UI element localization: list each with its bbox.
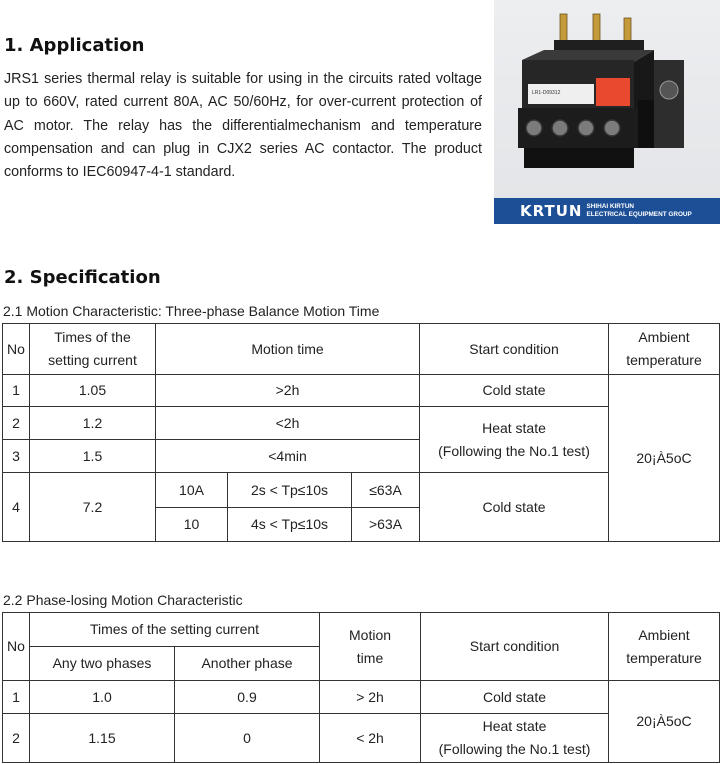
row-motion: <2h	[156, 407, 420, 440]
sub-range: 2s < Tp≤10s	[228, 473, 352, 508]
header-ambient: Ambient temperature	[609, 613, 720, 681]
header-any-two-phases: Any two phases	[30, 647, 175, 681]
header-start-condition: Start condition	[421, 613, 609, 681]
row-another: 0	[175, 714, 320, 763]
row-no: 2	[3, 407, 30, 440]
sub-range: 4s < Tp≤10s	[228, 508, 352, 542]
row-motion: <4min	[156, 440, 420, 473]
row-no: 4	[3, 473, 30, 542]
specification-heading: 2. Specification	[4, 267, 161, 288]
row-start: Heat state (Following the No.1 test)	[421, 714, 609, 763]
row-no: 1	[3, 681, 30, 714]
row-times: 1.5	[30, 440, 156, 473]
row-motion: >2h	[156, 375, 420, 407]
table-row	[3, 681, 720, 714]
row-motion: > 2h	[320, 681, 421, 714]
table-header-row	[3, 613, 720, 647]
header-start-condition: Start condition	[420, 324, 609, 375]
thermal-relay-illustration	[494, 0, 720, 200]
header-motion-time: Motion time	[320, 613, 421, 681]
sub-current: 10A	[156, 473, 228, 508]
row-motion: < 2h	[320, 714, 421, 763]
sub-rating: >63A	[352, 508, 420, 542]
row-any-two: 1.15	[30, 714, 175, 763]
header-motion-time: Motion time	[156, 324, 420, 375]
row-any-two: 1.0	[30, 681, 175, 714]
brand-logo: KRTUN	[520, 202, 583, 220]
application-heading: 1. Application	[4, 35, 145, 56]
header-no: No	[3, 613, 30, 681]
table-header-row	[3, 324, 720, 375]
row-no: 1	[3, 375, 30, 407]
header-times: Times of the setting current	[30, 324, 156, 375]
row-start: Heat state (Following the No.1 test)	[420, 407, 609, 473]
row-another: 0.9	[175, 681, 320, 714]
row-times: 1.2	[30, 407, 156, 440]
row-times: 1.05	[30, 375, 156, 407]
reset-button-red	[596, 78, 630, 106]
row-start: Cold state	[420, 375, 609, 407]
header-another-phase: Another phase	[175, 647, 320, 681]
device-label: LR1-D09312	[532, 90, 561, 96]
brand-name: SHIHAI KIRTUN	[586, 203, 635, 210]
header-ambient: Ambient temperature	[609, 324, 720, 375]
row-no: 2	[3, 714, 30, 763]
table1-caption: 2.1 Motion Characteristic: Three-phase Balance Motion Time	[3, 303, 380, 319]
table2-caption: 2.2 Phase-losing Motion Characteristic	[3, 592, 243, 608]
row-no: 3	[3, 440, 30, 473]
application-paragraph: JRS1 series thermal relay is suitable for using in the circuits rated voltage up to 660V, rated current 80A, AC 50/60Hz, for over-current protection of AC motor. The relay has the differentialmechanism and temperature compensation and can plug in CJX2 series AC contactor. The product conforms to IEC60947-4-1 standard.	[4, 71, 482, 181]
table-row	[3, 375, 720, 407]
motion-characteristic-table	[2, 323, 720, 542]
brand-group: ELECTRICAL EQUIPMENT GROUP	[586, 211, 692, 218]
phase-losing-table	[2, 612, 720, 763]
ambient-value: 20¡À5oC	[609, 681, 720, 763]
row-start: Cold state	[420, 473, 609, 542]
row-start: Cold state	[421, 681, 609, 714]
header-no: No	[3, 324, 30, 375]
ambient-value: 20¡À5oC	[609, 375, 720, 542]
row-times: 7.2	[30, 473, 156, 542]
header-times: Times of the setting current	[30, 613, 320, 647]
sub-rating: ≤63A	[352, 473, 420, 508]
sub-current: 10	[156, 508, 228, 542]
product-photo	[494, 0, 720, 224]
brand-bar	[494, 198, 720, 224]
